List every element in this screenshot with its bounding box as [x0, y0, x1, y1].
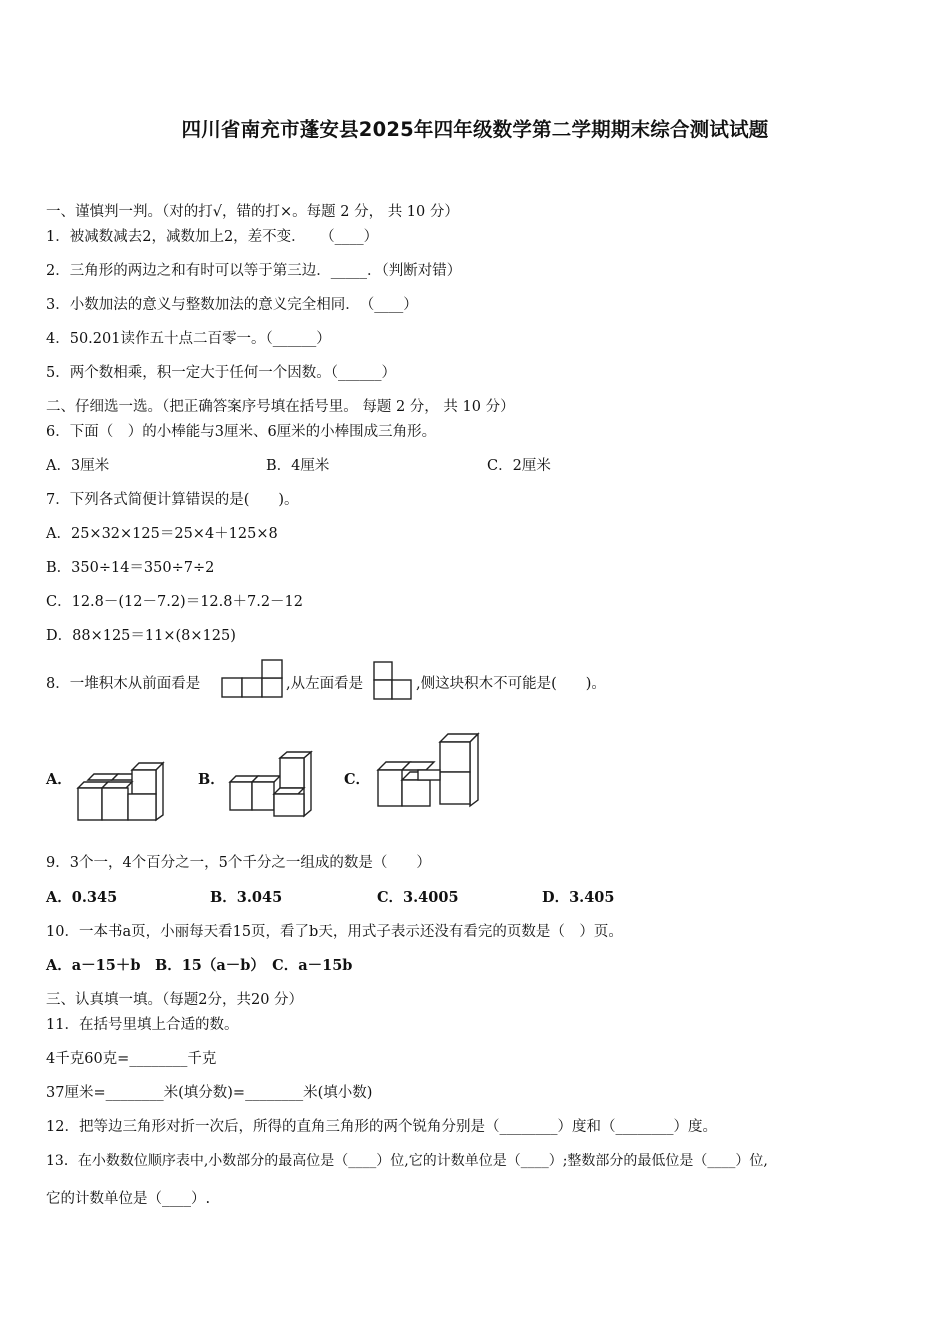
q7-option-c: C．12.8－(12－7.2)＝12.8＋7.2－12: [46, 594, 303, 610]
q6-option-c: C．2厘米: [487, 458, 551, 474]
question-9: 9．3个一，4个百分之一，5个千分之一组成的数是（ ）: [46, 855, 431, 871]
q7-option-a: A．25×32×125＝25×4＋125×8: [46, 526, 278, 542]
question-4: 4．50.201读作五十点二百零一。（______）: [46, 331, 331, 347]
q9-option-b: B．3.045: [210, 889, 283, 906]
q8-option-b-label: B．: [198, 771, 225, 788]
q7-option-b: B．350÷14＝350÷7÷2: [46, 560, 215, 576]
q8-option-b-figure: [224, 750, 322, 822]
front-view-figure: [220, 658, 286, 700]
q9-option-c: C．3.4005: [377, 889, 459, 906]
section-3-heading: 三、认真填一填。（每题2分，共20 分）: [46, 992, 304, 1008]
q9-option-a: A．0.345: [46, 889, 118, 906]
q9-option-d: D．3.405: [542, 889, 615, 906]
q6-option-b: B．4厘米: [266, 458, 330, 474]
q8-option-a-figure: [74, 758, 170, 824]
question-6: 6．下面（ ）的小棒能与3厘米、6厘米的小棒围成三角形。: [46, 424, 437, 440]
q6-option-a: A．3厘米: [46, 458, 110, 474]
q7-option-d: D．88×125＝11×(8×125): [46, 628, 236, 644]
q8-option-a-label: A．: [46, 771, 72, 788]
question-7: 7．下列各式简便计算错误的是( )。: [46, 492, 299, 508]
q8-option-c-figure: [374, 730, 486, 810]
question-2: 2．三角形的两边之和有时可以等于第三边．_____．（判断对错）: [46, 263, 462, 279]
q11-blank-a: 4千克60克=________千克: [46, 1051, 217, 1067]
question-10: 10．一本书a页，小丽每天看15页，看了b天，用式子表示还没有看完的页数是（ ）页。: [46, 924, 623, 940]
question-13-line-1: 13．在小数数位顺序表中,小数部分的最高位是（____）位,它的计数单位是（____）;整数部分的最低位是（____）位,: [46, 1153, 768, 1169]
q10-options: A．a－15＋b B．15（a－b） C．a－15b: [46, 957, 353, 974]
question-13-line-2: 它的计数单位是（____）.: [46, 1191, 211, 1207]
q11-blank-b: 37厘米=________米(填分数)=________米(填小数): [46, 1085, 373, 1101]
question-8-part1: 8．一堆积木从前面看是: [46, 676, 201, 692]
question-8-part3: ,侧这块积木不可能是( )。: [416, 676, 606, 692]
page-title: 四川省南充市蓬安县2025年四年级数学第二学期期末综合测试试题: [181, 118, 769, 141]
question-5: 5．两个数相乘，积一定大于任何一个因数。（______）: [46, 365, 396, 381]
question-12: 12．把等边三角形对折一次后，所得的直角三角形的两个锐角分别是（________）度和（________）度。: [46, 1119, 717, 1135]
section-2-heading: 二、仔细选一选。（把正确答案序号填在括号里。 每题 2 分， 共 10 分）: [46, 399, 515, 415]
question-8-part2: ,从左面看是: [286, 676, 364, 692]
question-3: 3．小数加法的意义与整数加法的意义完全相同． （____）: [46, 297, 418, 313]
section-1-heading: 一、谨慎判一判。（对的打√，错的打×。每题 2 分， 共 10 分）: [46, 204, 459, 220]
question-11: 11．在括号里填上合适的数。: [46, 1017, 239, 1033]
q8-option-c-label: C．: [344, 771, 371, 788]
question-1: 1．被减数减去2，减数加上2，差不变． （____）: [46, 229, 379, 245]
left-view-figure: [372, 660, 416, 702]
